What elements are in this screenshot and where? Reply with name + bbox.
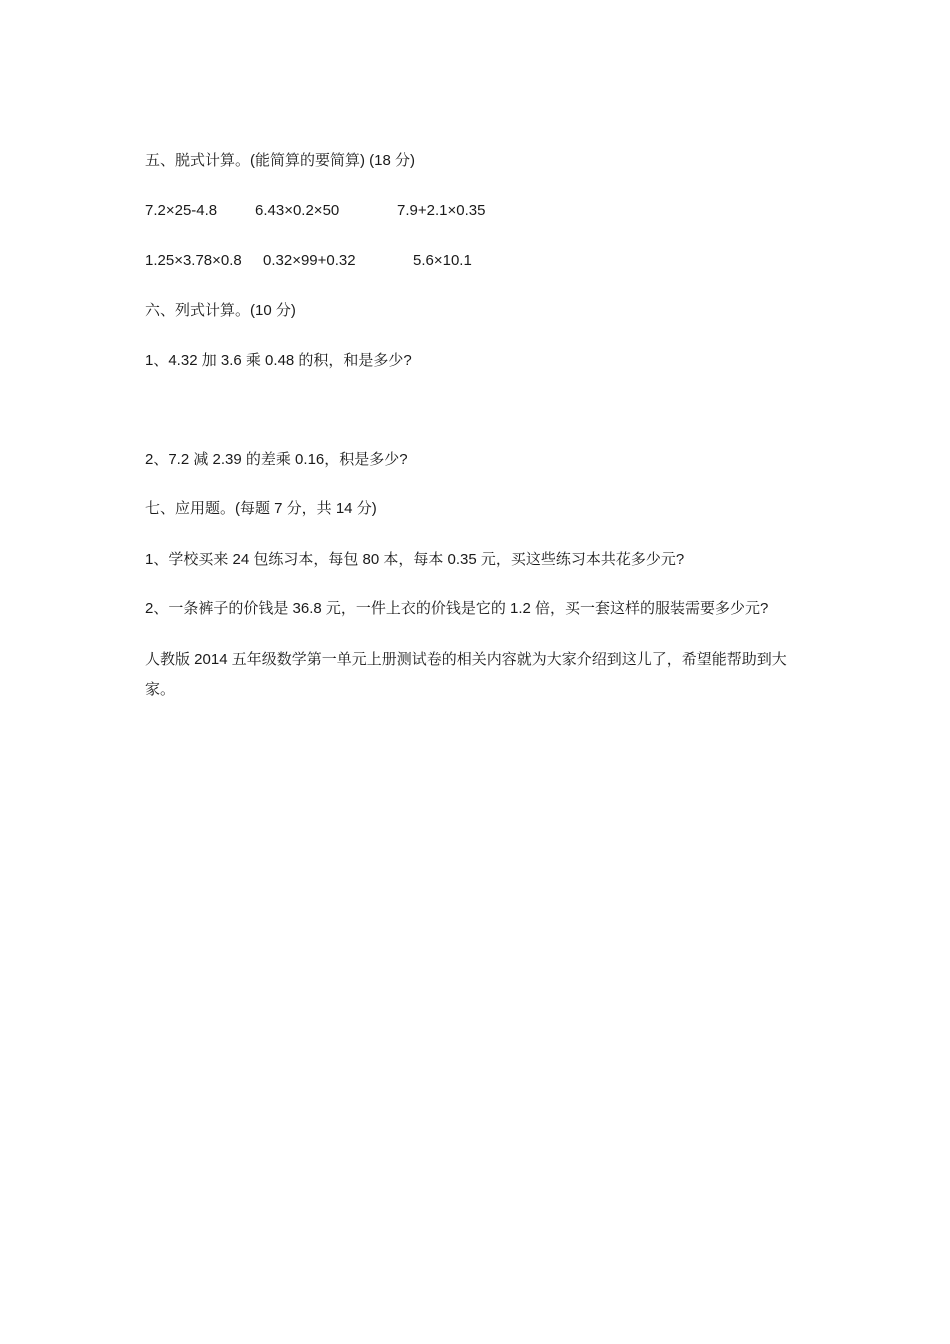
calc-2-1: 1.25×3.78×0.8 [145, 252, 242, 269]
calc-1-1: 7.2×25-4.8 [145, 202, 218, 219]
section-6-question-2: 2、7.2 减 2.39 的差乘 0.16，积是多少? [145, 451, 408, 468]
section-7-heading: 七、应用题。(每题 7 分，共 14 分) [145, 500, 377, 517]
section-7-question-2: 2、一条裤子的价钱是 36.8 元，一件上衣的价钱是它的 1.2 倍，买一套这样的服装需要多少元? [145, 600, 769, 617]
calc-2-2: 0.32×99+0.32 [263, 252, 356, 269]
section-5-heading: 五、脱式计算。(能简算的要简算) (18 分) [145, 152, 416, 169]
closing-paragraph: 人教版 2014 五年级数学第一单元上册测试卷的相关内容就为大家介绍到这儿了，希望能帮助到大家。 [145, 651, 787, 698]
section-7-question-1: 1、学校买来 24 包练习本，每包 80 本，每本 0.35 元，买这些练习本共花多少元? [145, 551, 685, 568]
calc-1-2: 6.43×0.2×50 [255, 202, 340, 219]
calc-1-3: 7.9+2.1×0.35 [397, 202, 486, 219]
section-6-question-1: 1、4.32 加 3.6 乘 0.48 的积，和是多少? [145, 352, 412, 369]
section-6-heading: 六、列式计算。(10 分) [145, 302, 296, 319]
calc-2-3: 5.6×10.1 [413, 252, 472, 269]
